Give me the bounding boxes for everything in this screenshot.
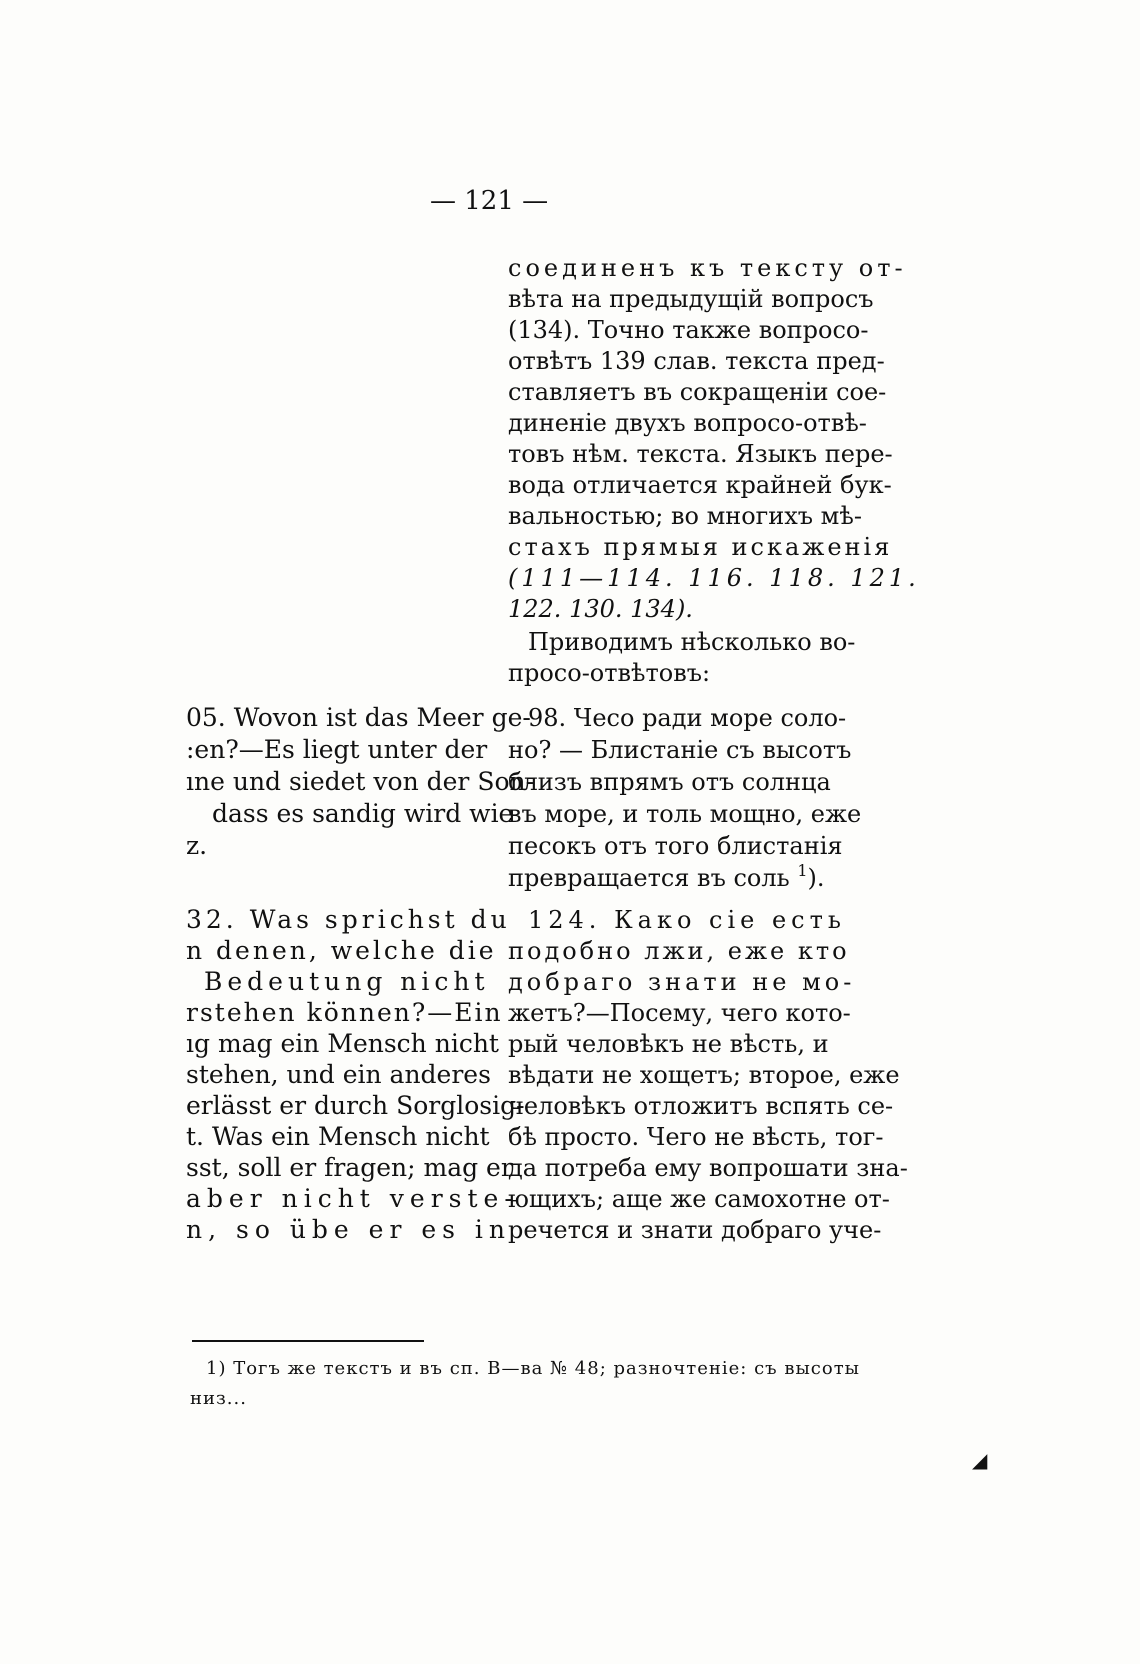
text-line: въ море, и толь мощно, еже [508,800,862,828]
text-line: n, so übe er es in [186,1215,512,1244]
text-line: t. Was ein Mensch nicht [186,1122,490,1151]
text-line: да потреба ему вопрошати зна- [508,1154,908,1182]
text-line: ставляетъ въ сокращеніи сое- [508,378,887,406]
text-line: erlässt er durch Sorglosig- [186,1091,525,1120]
text-line: aber nicht verste- [186,1184,519,1213]
text-line: подобно лжи, еже кто [508,937,850,965]
text-line: 122. 130. 134). [508,595,693,623]
text-line: ıne und siedet von der Son- [186,767,535,796]
text-line: вѣдати не хощетъ; второе, еже [508,1061,900,1089]
text-line: (134). Точно также вопросо- [508,316,869,344]
text-line: песокъ отъ того блистанія [508,832,843,860]
text-line: товъ нѣм. текста. Языкъ перe- [508,440,893,468]
text-line: 32. Was sprichst du [186,905,511,934]
footnote-line-2: низ... [190,1388,247,1409]
text-line: z. [186,831,208,860]
margin-mark: ◢ [972,1448,988,1472]
text-line: вода отличается крайней бук- [508,471,892,499]
text-line: речется и знати добраго уче- [508,1216,882,1244]
footnote-marker: 1) [206,1358,227,1379]
text-line-part: превращается въ соль [508,864,790,892]
text-line: Bedeutung nicht [204,967,490,996]
text-line: вальностью; во многихъ мѣ- [508,502,862,530]
text-line: отвѣтъ 139 слав. текста пред- [508,347,885,375]
text-line: бѣ просто. Чего не вѣсть, тог- [508,1123,884,1151]
text-line: dass es sandig wird wie [212,799,514,828]
text-line: просо-отвѣтовъ: [508,659,711,687]
text-line: близъ впрямъ отъ солнца [508,768,831,796]
footnote-text: Тогъ же текстъ и въ сп. В—ва № 48; разночтеніе: съ высоты [233,1358,861,1379]
text-line: соединенъ къ тексту от- [508,254,907,282]
text-line: но? — Блистаніе съ высотъ [508,736,852,764]
text-line-part: ). [807,864,825,892]
text-line: 124. Како сіе есть [528,906,846,934]
text-line: n denen, welche die [186,936,497,965]
text-line: человѣкъ отложитъ вспять се- [508,1092,894,1120]
footnote-line-1 [206,1358,860,1379]
text-line [508,862,825,897]
text-line: диненіе двухъ вопросо-отвѣ- [508,409,867,437]
text-line: sst, soll er fragen; mag er [186,1153,513,1182]
footnote-divider [192,1340,424,1342]
page-number: — 121 — [430,186,549,216]
text-line: rstehen können?—Ein [186,998,503,1027]
text-line: :en?—Es liegt unter der [186,735,488,764]
text-line: Приводимъ нѣсколько во- [528,628,856,656]
text-line: ıg mag ein Mensch nicht [186,1029,499,1058]
footnote-ref: 1 [797,861,808,880]
text-line: жетъ?—Посему, чего кото- [508,999,851,1027]
text-line: 05. Wovon ist das Meer ge- [186,703,531,732]
text-line: (111—114. 116. 118. 121. [508,564,920,592]
text-line: 98. Чесо ради море соло- [528,704,847,732]
text-line: вѣта на предыдущій вопросъ [508,285,874,313]
text-line: stehen, und ein anderes [186,1060,491,1089]
text-line: рый человѣкъ не вѣсть, и [508,1030,829,1058]
text-line: добраго знати не мо- [508,968,856,996]
text-line: ющихъ; аще же самохотне от- [508,1185,890,1213]
text-line: стахъ прямыя искаженія [508,533,893,561]
